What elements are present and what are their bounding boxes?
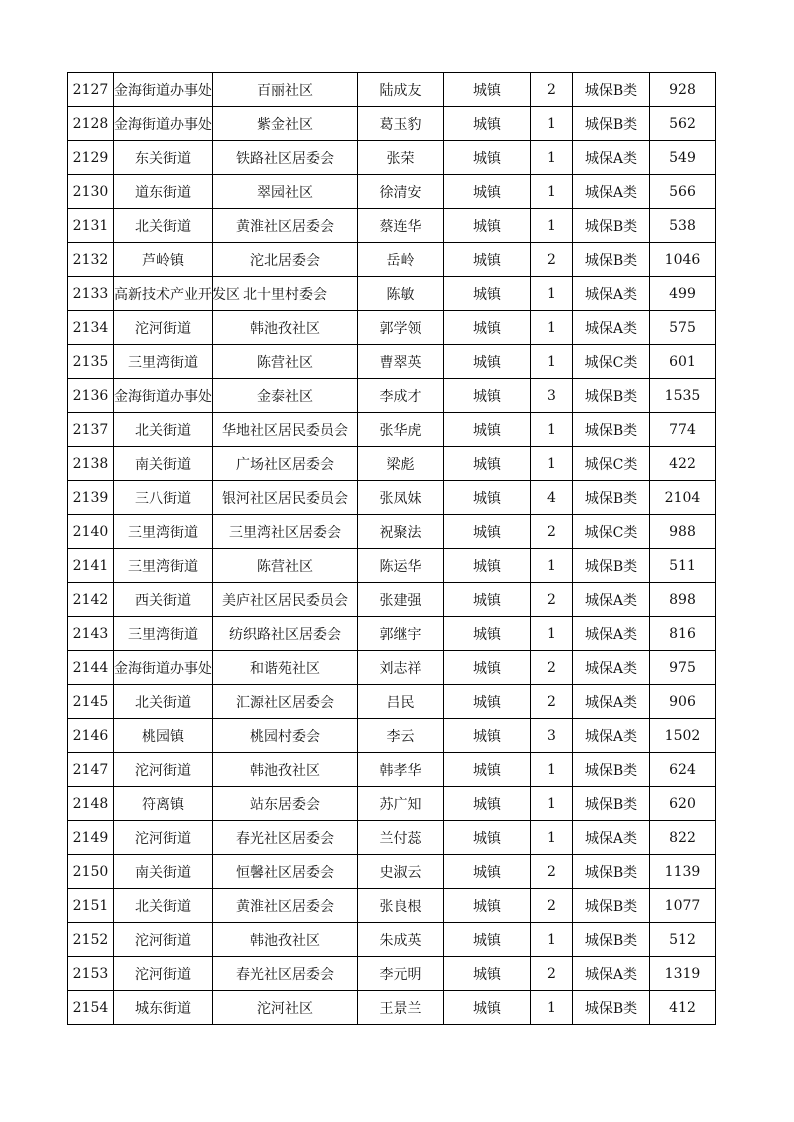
cell-community: 百丽社区 bbox=[213, 73, 358, 107]
cell-amount: 816 bbox=[650, 617, 716, 651]
cell-aid-category: 城保B类 bbox=[573, 923, 650, 957]
cell-person-name: 岳岭 bbox=[358, 243, 444, 277]
cell-community: 恒馨社区居委会 bbox=[213, 855, 358, 889]
cell-amount: 1535 bbox=[650, 379, 716, 413]
cell-aid-category: 城保A类 bbox=[573, 277, 650, 311]
cell-person-name: 刘志祥 bbox=[358, 651, 444, 685]
cell-household-type: 城镇 bbox=[444, 685, 531, 719]
cell-member-count: 1 bbox=[531, 277, 573, 311]
cell-aid-category: 城保C类 bbox=[573, 447, 650, 481]
cell-street-office: 北关街道 bbox=[114, 413, 213, 447]
cell-serial-number: 2153 bbox=[68, 957, 114, 991]
cell-household-type: 城镇 bbox=[444, 379, 531, 413]
cell-person-name: 张建强 bbox=[358, 583, 444, 617]
cell-member-count: 1 bbox=[531, 787, 573, 821]
cell-street-office: 北关街道 bbox=[114, 685, 213, 719]
cell-aid-category: 城保B类 bbox=[573, 481, 650, 515]
cell-person-name: 史淑云 bbox=[358, 855, 444, 889]
cell-serial-number: 2143 bbox=[68, 617, 114, 651]
table-row bbox=[68, 243, 716, 277]
cell-household-type: 城镇 bbox=[444, 481, 531, 515]
cell-amount: 624 bbox=[650, 753, 716, 787]
cell-community: 陈营社区 bbox=[213, 549, 358, 583]
cell-serial-number: 2135 bbox=[68, 345, 114, 379]
cell-household-type: 城镇 bbox=[444, 73, 531, 107]
cell-street-office: 城东街道 bbox=[114, 991, 213, 1025]
cell-member-count: 1 bbox=[531, 345, 573, 379]
cell-aid-category: 城保A类 bbox=[573, 685, 650, 719]
cell-person-name: 李元明 bbox=[358, 957, 444, 991]
table-row bbox=[68, 753, 716, 787]
cell-amount: 511 bbox=[650, 549, 716, 583]
cell-household-type: 城镇 bbox=[444, 243, 531, 277]
cell-amount: 499 bbox=[650, 277, 716, 311]
cell-aid-category: 城保A类 bbox=[573, 617, 650, 651]
cell-member-count: 1 bbox=[531, 107, 573, 141]
cell-member-count: 2 bbox=[531, 515, 573, 549]
cell-serial-number: 2145 bbox=[68, 685, 114, 719]
cell-serial-number: 2129 bbox=[68, 141, 114, 175]
table-row bbox=[68, 515, 716, 549]
cell-household-type: 城镇 bbox=[444, 923, 531, 957]
table-row bbox=[68, 209, 716, 243]
cell-serial-number: 2144 bbox=[68, 651, 114, 685]
cell-household-type: 城镇 bbox=[444, 549, 531, 583]
cell-aid-category: 城保B类 bbox=[573, 889, 650, 923]
cell-amount: 422 bbox=[650, 447, 716, 481]
cell-member-count: 1 bbox=[531, 923, 573, 957]
table-row bbox=[68, 175, 716, 209]
cell-street-office: 三里湾街道 bbox=[114, 345, 213, 379]
cell-street-office: 西关街道 bbox=[114, 583, 213, 617]
cell-household-type: 城镇 bbox=[444, 107, 531, 141]
cell-aid-category: 城保C类 bbox=[573, 345, 650, 379]
cell-aid-category: 城保A类 bbox=[573, 651, 650, 685]
cell-community: 翠园社区 bbox=[213, 175, 358, 209]
cell-street-office: 道东街道 bbox=[114, 175, 213, 209]
cell-aid-category: 城保B类 bbox=[573, 991, 650, 1025]
table-row bbox=[68, 107, 716, 141]
cell-household-type: 城镇 bbox=[444, 209, 531, 243]
cell-aid-category: 城保B类 bbox=[573, 787, 650, 821]
cell-person-name: 张华虎 bbox=[358, 413, 444, 447]
cell-amount: 620 bbox=[650, 787, 716, 821]
cell-amount: 774 bbox=[650, 413, 716, 447]
cell-aid-category: 城保B类 bbox=[573, 107, 650, 141]
cell-household-type: 城镇 bbox=[444, 651, 531, 685]
cell-serial-number: 2136 bbox=[68, 379, 114, 413]
cell-aid-category: 城保A类 bbox=[573, 821, 650, 855]
cell-amount: 512 bbox=[650, 923, 716, 957]
cell-amount: 822 bbox=[650, 821, 716, 855]
cell-community: 金泰社区 bbox=[213, 379, 358, 413]
cell-amount: 1502 bbox=[650, 719, 716, 753]
cell-aid-category: 城保C类 bbox=[573, 515, 650, 549]
cell-member-count: 2 bbox=[531, 651, 573, 685]
cell-person-name: 梁彪 bbox=[358, 447, 444, 481]
cell-amount: 975 bbox=[650, 651, 716, 685]
cell-community: 三里湾社区居委会 bbox=[213, 515, 358, 549]
cell-member-count: 2 bbox=[531, 73, 573, 107]
cell-street-office: 东关街道 bbox=[114, 141, 213, 175]
cell-serial-number: 2137 bbox=[68, 413, 114, 447]
cell-member-count: 1 bbox=[531, 617, 573, 651]
cell-street-office: 金海街道办事处 bbox=[114, 379, 213, 413]
cell-serial-number: 2139 bbox=[68, 481, 114, 515]
cell-member-count: 1 bbox=[531, 209, 573, 243]
cell-aid-category: 城保B类 bbox=[573, 209, 650, 243]
cell-community: 黄淮社区居委会 bbox=[213, 889, 358, 923]
cell-household-type: 城镇 bbox=[444, 855, 531, 889]
cell-serial-number: 2134 bbox=[68, 311, 114, 345]
cell-street-office: 沱河街道 bbox=[114, 311, 213, 345]
cell-street-office: 高新技术产业开发区 bbox=[114, 277, 213, 311]
cell-community: 纺织路社区居委会 bbox=[213, 617, 358, 651]
cell-community: 银河社区居民委员会 bbox=[213, 481, 358, 515]
cell-street-office: 桃园镇 bbox=[114, 719, 213, 753]
cell-serial-number: 2147 bbox=[68, 753, 114, 787]
cell-street-office: 三里湾街道 bbox=[114, 515, 213, 549]
cell-member-count: 1 bbox=[531, 311, 573, 345]
cell-street-office: 三里湾街道 bbox=[114, 617, 213, 651]
cell-amount: 1077 bbox=[650, 889, 716, 923]
cell-serial-number: 2149 bbox=[68, 821, 114, 855]
cell-household-type: 城镇 bbox=[444, 889, 531, 923]
cell-community: 韩池孜社区 bbox=[213, 923, 358, 957]
cell-person-name: 陈敏 bbox=[358, 277, 444, 311]
cell-household-type: 城镇 bbox=[444, 413, 531, 447]
cell-community: 北十里村委会 bbox=[213, 277, 358, 311]
cell-community: 紫金社区 bbox=[213, 107, 358, 141]
cell-community: 陈营社区 bbox=[213, 345, 358, 379]
cell-street-office: 南关街道 bbox=[114, 855, 213, 889]
cell-person-name: 陈运华 bbox=[358, 549, 444, 583]
cell-community: 春光社区居委会 bbox=[213, 821, 358, 855]
cell-street-office: 符离镇 bbox=[114, 787, 213, 821]
cell-amount: 906 bbox=[650, 685, 716, 719]
cell-household-type: 城镇 bbox=[444, 277, 531, 311]
cell-household-type: 城镇 bbox=[444, 787, 531, 821]
cell-aid-category: 城保B类 bbox=[573, 379, 650, 413]
cell-amount: 988 bbox=[650, 515, 716, 549]
cell-amount: 928 bbox=[650, 73, 716, 107]
cell-member-count: 2 bbox=[531, 889, 573, 923]
cell-street-office: 北关街道 bbox=[114, 209, 213, 243]
cell-street-office: 芦岭镇 bbox=[114, 243, 213, 277]
cell-amount: 549 bbox=[650, 141, 716, 175]
cell-person-name: 徐清安 bbox=[358, 175, 444, 209]
cell-member-count: 3 bbox=[531, 719, 573, 753]
table-row bbox=[68, 889, 716, 923]
cell-serial-number: 2141 bbox=[68, 549, 114, 583]
cell-street-office: 金海街道办事处 bbox=[114, 651, 213, 685]
cell-person-name: 曹翠英 bbox=[358, 345, 444, 379]
cell-serial-number: 2150 bbox=[68, 855, 114, 889]
table-row bbox=[68, 685, 716, 719]
cell-person-name: 兰付蕊 bbox=[358, 821, 444, 855]
cell-person-name: 韩孝华 bbox=[358, 753, 444, 787]
roster-table-body bbox=[68, 73, 716, 1025]
cell-community: 黄淮社区居委会 bbox=[213, 209, 358, 243]
cell-serial-number: 2152 bbox=[68, 923, 114, 957]
cell-community: 站东居委会 bbox=[213, 787, 358, 821]
cell-street-office: 沱河街道 bbox=[114, 923, 213, 957]
table-row bbox=[68, 923, 716, 957]
table-row bbox=[68, 447, 716, 481]
cell-serial-number: 2128 bbox=[68, 107, 114, 141]
cell-aid-category: 城保A类 bbox=[573, 141, 650, 175]
cell-aid-category: 城保B类 bbox=[573, 73, 650, 107]
cell-member-count: 1 bbox=[531, 175, 573, 209]
table-row bbox=[68, 379, 716, 413]
cell-household-type: 城镇 bbox=[444, 345, 531, 379]
cell-household-type: 城镇 bbox=[444, 821, 531, 855]
cell-aid-category: 城保B类 bbox=[573, 549, 650, 583]
cell-person-name: 陆成友 bbox=[358, 73, 444, 107]
cell-person-name: 张荣 bbox=[358, 141, 444, 175]
cell-person-name: 王景兰 bbox=[358, 991, 444, 1025]
cell-household-type: 城镇 bbox=[444, 753, 531, 787]
table-row bbox=[68, 821, 716, 855]
cell-household-type: 城镇 bbox=[444, 991, 531, 1025]
cell-serial-number: 2151 bbox=[68, 889, 114, 923]
cell-person-name: 郭学领 bbox=[358, 311, 444, 345]
cell-amount: 1319 bbox=[650, 957, 716, 991]
cell-household-type: 城镇 bbox=[444, 583, 531, 617]
cell-household-type: 城镇 bbox=[444, 719, 531, 753]
cell-serial-number: 2142 bbox=[68, 583, 114, 617]
cell-amount: 562 bbox=[650, 107, 716, 141]
cell-street-office: 南关街道 bbox=[114, 447, 213, 481]
cell-amount: 538 bbox=[650, 209, 716, 243]
cell-household-type: 城镇 bbox=[444, 311, 531, 345]
cell-amount: 601 bbox=[650, 345, 716, 379]
cell-person-name: 吕民 bbox=[358, 685, 444, 719]
cell-community: 春光社区居委会 bbox=[213, 957, 358, 991]
cell-aid-category: 城保A类 bbox=[573, 311, 650, 345]
cell-serial-number: 2146 bbox=[68, 719, 114, 753]
table-row bbox=[68, 311, 716, 345]
cell-serial-number: 2154 bbox=[68, 991, 114, 1025]
cell-member-count: 2 bbox=[531, 583, 573, 617]
cell-community: 和谐苑社区 bbox=[213, 651, 358, 685]
cell-community: 美庐社区居民委员会 bbox=[213, 583, 358, 617]
cell-community: 韩池孜社区 bbox=[213, 753, 358, 787]
cell-aid-category: 城保A类 bbox=[573, 583, 650, 617]
table-row bbox=[68, 481, 716, 515]
cell-aid-category: 城保A类 bbox=[573, 957, 650, 991]
cell-person-name: 李云 bbox=[358, 719, 444, 753]
cell-member-count: 1 bbox=[531, 753, 573, 787]
cell-amount: 2104 bbox=[650, 481, 716, 515]
cell-aid-category: 城保A类 bbox=[573, 175, 650, 209]
cell-street-office: 沱河街道 bbox=[114, 821, 213, 855]
cell-serial-number: 2130 bbox=[68, 175, 114, 209]
cell-member-count: 2 bbox=[531, 243, 573, 277]
cell-member-count: 1 bbox=[531, 447, 573, 481]
cell-community: 韩池孜社区 bbox=[213, 311, 358, 345]
cell-community: 广场社区居委会 bbox=[213, 447, 358, 481]
cell-serial-number: 2133 bbox=[68, 277, 114, 311]
table-row bbox=[68, 991, 716, 1025]
cell-serial-number: 2131 bbox=[68, 209, 114, 243]
cell-aid-category: 城保A类 bbox=[573, 719, 650, 753]
cell-street-office: 沱河街道 bbox=[114, 957, 213, 991]
cell-street-office: 金海街道办事处 bbox=[114, 107, 213, 141]
table-row bbox=[68, 413, 716, 447]
table-row bbox=[68, 617, 716, 651]
cell-member-count: 1 bbox=[531, 821, 573, 855]
cell-amount: 566 bbox=[650, 175, 716, 209]
cell-community: 沱北居委会 bbox=[213, 243, 358, 277]
table-row bbox=[68, 549, 716, 583]
cell-community: 沱河社区 bbox=[213, 991, 358, 1025]
cell-household-type: 城镇 bbox=[444, 515, 531, 549]
table-row bbox=[68, 719, 716, 753]
cell-serial-number: 2148 bbox=[68, 787, 114, 821]
table-row bbox=[68, 855, 716, 889]
cell-serial-number: 2132 bbox=[68, 243, 114, 277]
cell-community: 华地社区居民委员会 bbox=[213, 413, 358, 447]
table-row bbox=[68, 345, 716, 379]
cell-person-name: 朱成英 bbox=[358, 923, 444, 957]
cell-member-count: 3 bbox=[531, 379, 573, 413]
table-row bbox=[68, 277, 716, 311]
cell-person-name: 蔡连华 bbox=[358, 209, 444, 243]
cell-street-office: 沱河街道 bbox=[114, 753, 213, 787]
table-row bbox=[68, 583, 716, 617]
cell-serial-number: 2127 bbox=[68, 73, 114, 107]
table-row bbox=[68, 651, 716, 685]
cell-member-count: 1 bbox=[531, 413, 573, 447]
cell-street-office: 三八街道 bbox=[114, 481, 213, 515]
cell-household-type: 城镇 bbox=[444, 957, 531, 991]
cell-person-name: 葛玉豹 bbox=[358, 107, 444, 141]
cell-community: 汇源社区居委会 bbox=[213, 685, 358, 719]
cell-member-count: 1 bbox=[531, 991, 573, 1025]
cell-person-name: 苏广知 bbox=[358, 787, 444, 821]
cell-member-count: 2 bbox=[531, 685, 573, 719]
cell-amount: 412 bbox=[650, 991, 716, 1025]
cell-household-type: 城镇 bbox=[444, 617, 531, 651]
cell-household-type: 城镇 bbox=[444, 447, 531, 481]
cell-member-count: 4 bbox=[531, 481, 573, 515]
cell-aid-category: 城保B类 bbox=[573, 753, 650, 787]
cell-member-count: 1 bbox=[531, 141, 573, 175]
cell-street-office: 金海街道办事处 bbox=[114, 73, 213, 107]
cell-serial-number: 2140 bbox=[68, 515, 114, 549]
cell-amount: 898 bbox=[650, 583, 716, 617]
cell-household-type: 城镇 bbox=[444, 175, 531, 209]
cell-serial-number: 2138 bbox=[68, 447, 114, 481]
roster-table bbox=[67, 72, 716, 1025]
cell-aid-category: 城保B类 bbox=[573, 243, 650, 277]
cell-community: 桃园村委会 bbox=[213, 719, 358, 753]
cell-amount: 1046 bbox=[650, 243, 716, 277]
cell-member-count: 2 bbox=[531, 957, 573, 991]
cell-household-type: 城镇 bbox=[444, 141, 531, 175]
cell-community: 铁路社区居委会 bbox=[213, 141, 358, 175]
cell-amount: 575 bbox=[650, 311, 716, 345]
cell-person-name: 李成才 bbox=[358, 379, 444, 413]
table-row bbox=[68, 141, 716, 175]
cell-person-name: 张良根 bbox=[358, 889, 444, 923]
cell-person-name: 郭继宇 bbox=[358, 617, 444, 651]
table-row bbox=[68, 787, 716, 821]
cell-person-name: 祝聚法 bbox=[358, 515, 444, 549]
cell-member-count: 2 bbox=[531, 855, 573, 889]
cell-aid-category: 城保B类 bbox=[573, 855, 650, 889]
cell-person-name: 张凤妹 bbox=[358, 481, 444, 515]
table-row bbox=[68, 73, 716, 107]
cell-amount: 1139 bbox=[650, 855, 716, 889]
cell-aid-category: 城保B类 bbox=[573, 413, 650, 447]
cell-member-count: 1 bbox=[531, 549, 573, 583]
cell-street-office: 三里湾街道 bbox=[114, 549, 213, 583]
table-row bbox=[68, 957, 716, 991]
cell-street-office: 北关街道 bbox=[114, 889, 213, 923]
